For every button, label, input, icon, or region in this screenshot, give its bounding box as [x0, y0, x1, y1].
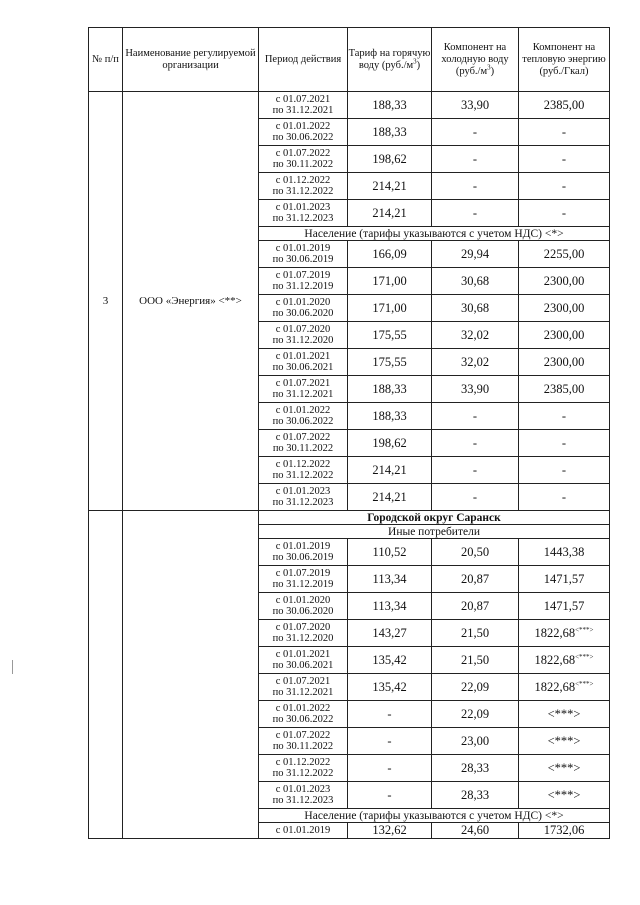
hot-water-value: 188,33: [348, 92, 432, 119]
cold-water-value: 30,68: [432, 268, 519, 295]
cold-water-value: 21,50: [432, 620, 519, 647]
hot-water-value: 214,21: [348, 457, 432, 484]
period-cell: с 01.07.2020 по 31.12.2020: [259, 620, 348, 647]
period-cell: с 01.01.2020 по 30.06.2020: [259, 593, 348, 620]
period-cell: с 01.01.2022 по 30.06.2022: [259, 403, 348, 430]
table-row: [89, 92, 610, 119]
period-cell: с 01.07.2020 по 31.12.2020: [259, 322, 348, 349]
hot-water-value: 214,21: [348, 484, 432, 511]
period-cell: с 01.01.2020 по 30.06.2020: [259, 295, 348, 322]
hot-water-value: 132,62: [348, 823, 432, 839]
section-title-others: Иные потребители: [259, 525, 610, 539]
period-cell: с 01.01.2019 по 30.06.2019: [259, 539, 348, 566]
hot-water-value: 166,09: [348, 241, 432, 268]
cold-water-value: 20,87: [432, 593, 519, 620]
cold-water-value: 21,50: [432, 647, 519, 674]
heat-energy-value: 2385,00: [519, 92, 610, 119]
heat-energy-value: 2385,00: [519, 376, 610, 403]
hot-water-value: -: [348, 755, 432, 782]
heat-energy-value: 2255,00: [519, 241, 610, 268]
hot-water-value: 188,33: [348, 376, 432, 403]
heat-energy-value: 1732,06: [519, 823, 610, 839]
period-cell: с 01.01.2019: [259, 823, 348, 839]
section-row: [89, 511, 610, 525]
header-hot-water: Тариф на горячую воду $(руб./м^3)$: [348, 28, 432, 92]
hot-water-value: 188,33: [348, 119, 432, 146]
cold-water-value: -: [432, 484, 519, 511]
header-cold-water: Компонент на холодную воду $(руб./м^3)$: [432, 28, 519, 92]
hot-water-value: 113,34: [348, 593, 432, 620]
heat-energy-value: <***>: [519, 728, 610, 755]
hot-water-value: 143,27: [348, 620, 432, 647]
period-cell: с 01.01.2023 по 31.12.2023: [259, 484, 348, 511]
hot-water-value: 175,55: [348, 349, 432, 376]
section-title-city: Городской округ Саранск: [259, 511, 610, 525]
cold-water-value: 29,94: [432, 241, 519, 268]
cold-water-value: 22,09: [432, 674, 519, 701]
cold-water-value: 28,33: [432, 755, 519, 782]
header-row: [89, 28, 610, 92]
heat-energy-value: <***>: [519, 755, 610, 782]
heat-energy-value: -: [519, 484, 610, 511]
section-title-population: Население (тарифы указываются с учетом НДС) <*>: [259, 809, 610, 823]
cold-water-value: -: [432, 430, 519, 457]
period-cell: с 01.07.2019 по 31.12.2019: [259, 566, 348, 593]
scan-artifact: [12, 660, 13, 674]
period-cell: с 01.01.2022 по 30.06.2022: [259, 119, 348, 146]
heat-energy-value: <***>: [519, 782, 610, 809]
period-cell: с 01.01.2021 по 30.06.2021: [259, 349, 348, 376]
cold-water-value: 20,87: [432, 566, 519, 593]
heat-energy-value: -: [519, 173, 610, 200]
empty-org-cell: [123, 511, 259, 839]
hot-water-value: 171,00: [348, 295, 432, 322]
heat-energy-value: 1822,68<***>: [519, 647, 610, 674]
header-organization: Наименование регулируемой организации: [123, 28, 259, 92]
header-heat-energy: Компонент на тепловую энергию (руб./Гкал): [519, 28, 610, 92]
header-period: Период действия: [259, 28, 348, 92]
heat-energy-value: -: [519, 430, 610, 457]
header-number: № п/п: [89, 28, 123, 92]
heat-energy-value: -: [519, 146, 610, 173]
hot-water-value: -: [348, 782, 432, 809]
cold-water-value: -: [432, 146, 519, 173]
hot-water-value: -: [348, 728, 432, 755]
heat-energy-value: 2300,00: [519, 322, 610, 349]
cold-water-value: 22,09: [432, 701, 519, 728]
cold-water-value: -: [432, 200, 519, 227]
cold-water-value: 28,33: [432, 782, 519, 809]
cold-water-value: -: [432, 457, 519, 484]
period-cell: с 01.01.2023 по 31.12.2023: [259, 200, 348, 227]
hot-water-value: 188,33: [348, 403, 432, 430]
hot-water-value: 135,42: [348, 674, 432, 701]
period-cell: с 01.07.2021 по 31.12.2021: [259, 376, 348, 403]
period-cell: с 01.01.2022 по 30.06.2022: [259, 701, 348, 728]
hot-water-value: 198,62: [348, 146, 432, 173]
cold-water-value: -: [432, 403, 519, 430]
period-cell: с 01.12.2022 по 31.12.2022: [259, 457, 348, 484]
period-cell: с 01.07.2019 по 31.12.2019: [259, 268, 348, 295]
period-cell: с 01.07.2021 по 31.12.2021: [259, 674, 348, 701]
heat-energy-value: 1822,68<***>: [519, 674, 610, 701]
period-cell: с 01.12.2022 по 31.12.2022: [259, 173, 348, 200]
hot-water-value: 171,00: [348, 268, 432, 295]
org-number: 3: [89, 92, 123, 511]
tariff-table: [88, 27, 610, 839]
hot-water-value: 110,52: [348, 539, 432, 566]
period-cell: с 01.01.2023 по 31.12.2023: [259, 782, 348, 809]
heat-energy-value: 1822,68<***>: [519, 620, 610, 647]
cold-water-value: 23,00: [432, 728, 519, 755]
cold-water-value: -: [432, 173, 519, 200]
heat-energy-value: 1471,57: [519, 593, 610, 620]
period-cell: с 01.12.2022 по 31.12.2022: [259, 755, 348, 782]
cold-water-value: 32,02: [432, 349, 519, 376]
heat-energy-value: 1443,38: [519, 539, 610, 566]
hot-water-value: 113,34: [348, 566, 432, 593]
hot-water-value: 135,42: [348, 647, 432, 674]
cold-water-value: 32,02: [432, 322, 519, 349]
heat-energy-value: 2300,00: [519, 268, 610, 295]
cold-water-value: 33,90: [432, 92, 519, 119]
hot-water-value: 175,55: [348, 322, 432, 349]
heat-energy-value: -: [519, 403, 610, 430]
period-cell: с 01.07.2022 по 30.11.2022: [259, 728, 348, 755]
hot-water-value: 214,21: [348, 173, 432, 200]
heat-energy-value: -: [519, 200, 610, 227]
empty-number-cell: [89, 511, 123, 839]
section-title-population: Население (тарифы указываются с учетом НДС) <*>: [259, 227, 610, 241]
period-cell: с 01.07.2022 по 30.11.2022: [259, 430, 348, 457]
heat-energy-value: 2300,00: [519, 295, 610, 322]
cold-water-value: 24,60: [432, 823, 519, 839]
cold-water-value: -: [432, 119, 519, 146]
period-cell: с 01.01.2019 по 30.06.2019: [259, 241, 348, 268]
org-name: ООО «Энергия» <**>: [123, 92, 259, 511]
hot-water-value: -: [348, 701, 432, 728]
heat-energy-value: <***>: [519, 701, 610, 728]
cold-water-value: 20,50: [432, 539, 519, 566]
cold-water-value: 33,90: [432, 376, 519, 403]
hot-water-value: 198,62: [348, 430, 432, 457]
period-cell: с 01.07.2021 по 31.12.2021: [259, 92, 348, 119]
period-cell: с 01.01.2021 по 30.06.2021: [259, 647, 348, 674]
heat-energy-value: 2300,00: [519, 349, 610, 376]
heat-energy-value: -: [519, 457, 610, 484]
period-cell: с 01.07.2022 по 30.11.2022: [259, 146, 348, 173]
cold-water-value: 30,68: [432, 295, 519, 322]
heat-energy-value: 1471,57: [519, 566, 610, 593]
hot-water-value: 214,21: [348, 200, 432, 227]
heat-energy-value: -: [519, 119, 610, 146]
